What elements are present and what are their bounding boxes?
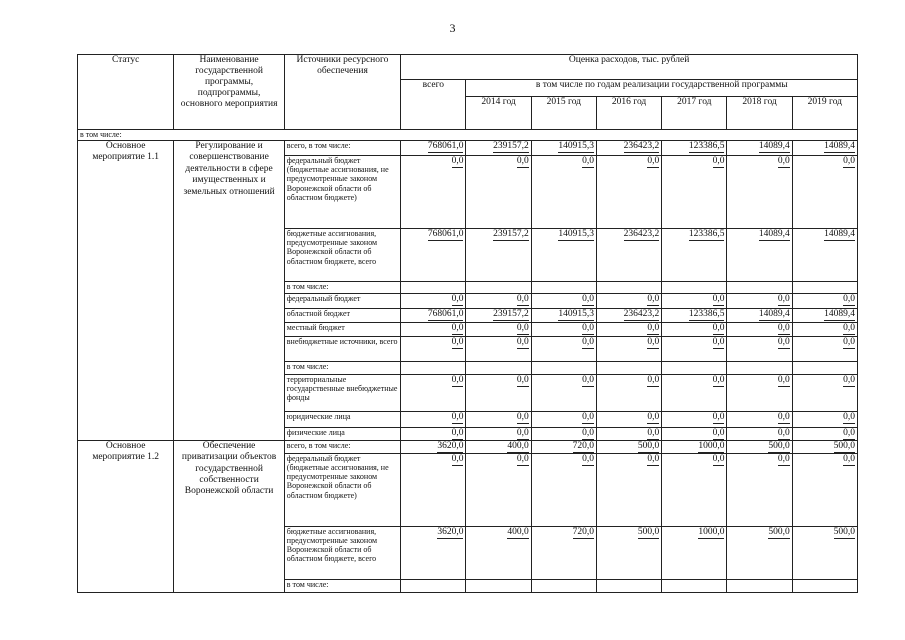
- value-text: 0,0: [451, 412, 464, 422]
- value-text: 0,0: [712, 323, 725, 333]
- value-text: 0,0: [712, 294, 725, 304]
- value-cell: [727, 282, 792, 294]
- value-text: 0,0: [582, 337, 594, 347]
- value-text: 400,0: [507, 526, 529, 537]
- value-cell: [596, 294, 661, 309]
- value-text: 400,0: [507, 440, 529, 451]
- value-cell: [792, 453, 857, 526]
- value-text: 140915,3: [558, 229, 594, 239]
- value-text: 0,0: [516, 337, 529, 347]
- value-text: 3620,0: [437, 526, 464, 537]
- value-text: 0,0: [647, 375, 660, 385]
- value-cell: [792, 337, 857, 362]
- value-text: 0,0: [451, 294, 464, 304]
- value-text: 0,0: [516, 412, 529, 422]
- value-cell: [401, 412, 466, 428]
- source-cell: внебюджетные источники, всего: [284, 337, 400, 362]
- value-text: 500,0: [833, 440, 855, 451]
- value-cell: [662, 294, 727, 309]
- value-cell: [596, 229, 661, 282]
- value-cell: [401, 309, 466, 323]
- value-cell: [792, 579, 857, 592]
- value-cell: [662, 337, 727, 362]
- value-cell: [401, 579, 466, 592]
- value-text: 14089,4: [824, 309, 855, 319]
- value-cell: [792, 309, 857, 323]
- source-cell: территориальные государственные внебюджетные фонды: [284, 375, 400, 412]
- value-cell: [466, 526, 531, 579]
- value-text: 0,0: [712, 375, 725, 385]
- value-cell: [466, 294, 531, 309]
- value-cell: [727, 309, 792, 323]
- value-cell: [531, 282, 596, 294]
- value-cell: [662, 375, 727, 412]
- value-cell: [792, 526, 857, 579]
- value-cell: [466, 282, 531, 294]
- value-cell: [596, 440, 661, 453]
- value-cell: [662, 440, 727, 453]
- header-status: Статус: [78, 55, 174, 130]
- value-text: 236423,2: [623, 309, 660, 319]
- value-cell: [727, 323, 792, 337]
- value-cell: [401, 282, 466, 294]
- value-cell: [466, 141, 531, 156]
- value-cell: [531, 294, 596, 309]
- value-text: 500,0: [768, 440, 790, 451]
- value-cell: [727, 156, 792, 229]
- value-cell: [662, 323, 727, 337]
- value-cell: [596, 337, 661, 362]
- value-cell: [596, 362, 661, 375]
- value-text: 0,0: [451, 453, 464, 464]
- value-cell: [466, 229, 531, 282]
- value-cell: [531, 309, 596, 323]
- source-cell: физические лица: [284, 428, 400, 441]
- value-text: 0,0: [647, 428, 660, 438]
- value-text: 0,0: [777, 428, 790, 438]
- value-cell: [727, 579, 792, 592]
- value-text: 123386,5: [688, 229, 725, 239]
- source-cell: юридические лица: [284, 412, 400, 428]
- value-cell: [401, 375, 466, 412]
- value-text: 236423,2: [623, 229, 660, 239]
- value-cell: [466, 453, 531, 526]
- budget-table: [77, 54, 858, 593]
- value-cell: [792, 323, 857, 337]
- value-text: 0,0: [516, 156, 529, 166]
- value-cell: [466, 428, 531, 441]
- value-cell: [531, 453, 596, 526]
- source-cell: бюджетные ассигнования, предусмотренные законом Воронежской области об областном бюджете, всего: [284, 526, 400, 579]
- value-cell: [662, 579, 727, 592]
- value-cell: [401, 141, 466, 156]
- table-row: [78, 141, 858, 156]
- value-text: 0,0: [647, 323, 660, 333]
- value-text: 0,0: [777, 156, 790, 166]
- value-cell: [727, 440, 792, 453]
- header-sources: Источники ресурсного обеспечения: [284, 55, 400, 130]
- value-cell: [466, 579, 531, 592]
- value-text: 0,0: [451, 337, 464, 347]
- value-text: 0,0: [843, 156, 855, 166]
- value-text: 500,0: [637, 526, 660, 537]
- value-text: 0,0: [712, 428, 725, 438]
- value-cell: [466, 337, 531, 362]
- value-text: 0,0: [582, 323, 594, 333]
- value-cell: [466, 323, 531, 337]
- value-text: 0,0: [843, 453, 855, 464]
- value-cell: [792, 412, 857, 428]
- value-text: 1000,0: [698, 526, 725, 537]
- header-estimate: Оценка расходов, тыс. рублей: [401, 55, 858, 80]
- value-text: 123386,5: [688, 141, 725, 151]
- value-text: 768061,0: [427, 141, 464, 151]
- value-cell: [401, 440, 466, 453]
- value-cell: [596, 412, 661, 428]
- header-year: 2019 год: [792, 97, 857, 130]
- value-cell: [792, 282, 857, 294]
- value-text: 0,0: [712, 156, 725, 166]
- value-cell: [531, 526, 596, 579]
- value-text: 0,0: [582, 453, 594, 464]
- value-text: 3620,0: [437, 440, 464, 451]
- header-year: 2014 год: [466, 97, 531, 130]
- value-text: 0,0: [777, 337, 790, 347]
- value-cell: [792, 229, 857, 282]
- value-cell: [531, 440, 596, 453]
- value-cell: [662, 362, 727, 375]
- value-text: 239157,2: [493, 141, 529, 151]
- value-text: 140915,3: [558, 141, 594, 151]
- header-by-years: в том числе по годам реализации государственной программы: [466, 80, 858, 97]
- value-text: 14089,4: [824, 141, 855, 151]
- header-name: Наименование государственной программы, подпрограммы, основного мероприятия: [174, 55, 284, 130]
- value-cell: [662, 229, 727, 282]
- value-text: 0,0: [843, 337, 855, 347]
- value-cell: [401, 156, 466, 229]
- value-text: 239157,2: [493, 309, 529, 319]
- source-cell: всего, в том числе:: [284, 440, 400, 453]
- source-cell: федеральный бюджет (бюджетные ассигнования, не предусмотренные законом Воронежской области об областном бюджете): [284, 156, 400, 229]
- source-cell: в том числе:: [284, 579, 400, 592]
- value-text: 0,0: [843, 323, 855, 333]
- header-year: 2015 год: [531, 97, 596, 130]
- value-cell: [596, 375, 661, 412]
- value-cell: [727, 229, 792, 282]
- source-cell: всего, в том числе:: [284, 141, 400, 156]
- program-name-cell: Регулирование и совершенствование деятельности в сфере имущественных и земельных отношений: [174, 141, 284, 441]
- value-text: 0,0: [516, 323, 529, 333]
- value-cell: [466, 440, 531, 453]
- value-cell: [596, 141, 661, 156]
- value-cell: [531, 229, 596, 282]
- value-text: 0,0: [647, 294, 660, 304]
- source-cell: в том числе:: [284, 282, 400, 294]
- value-cell: [596, 323, 661, 337]
- value-text: 0,0: [777, 412, 790, 422]
- value-cell: [401, 337, 466, 362]
- status-cell: Основное мероприятие 1.2: [78, 440, 174, 592]
- value-cell: [792, 440, 857, 453]
- value-cell: [792, 428, 857, 441]
- value-cell: [401, 453, 466, 526]
- value-text: 0,0: [777, 453, 790, 464]
- source-cell: федеральный бюджет (бюджетные ассигнования, не предусмотренные законом Воронежской области об областном бюджете): [284, 453, 400, 526]
- value-cell: [401, 428, 466, 441]
- value-text: 500,0: [768, 526, 790, 537]
- value-cell: [727, 428, 792, 441]
- value-text: 0,0: [451, 323, 464, 333]
- value-cell: [792, 156, 857, 229]
- value-text: 14089,4: [824, 229, 855, 239]
- value-text: 0,0: [582, 156, 594, 166]
- value-text: 14089,4: [758, 141, 790, 151]
- value-cell: [596, 579, 661, 592]
- value-cell: [662, 282, 727, 294]
- value-cell: [531, 412, 596, 428]
- value-text: 0,0: [582, 412, 594, 422]
- value-cell: [596, 156, 661, 229]
- value-text: 0,0: [712, 453, 725, 464]
- value-cell: [401, 362, 466, 375]
- table-row: [78, 440, 858, 453]
- value-cell: [531, 579, 596, 592]
- value-cell: [531, 156, 596, 229]
- value-cell: [466, 412, 531, 428]
- header-year: 2018 год: [727, 97, 792, 130]
- value-text: 14089,4: [758, 309, 790, 319]
- value-text: 0,0: [647, 156, 660, 166]
- value-text: 0,0: [843, 428, 855, 438]
- header-year: 2016 год: [596, 97, 661, 130]
- value-cell: [596, 453, 661, 526]
- value-text: 236423,2: [623, 141, 660, 151]
- value-text: 0,0: [777, 323, 790, 333]
- value-cell: [727, 337, 792, 362]
- value-text: 0,0: [516, 453, 529, 464]
- source-cell: бюджетные ассигнования, предусмотренные законом Воронежской области об областном бюджете, всего: [284, 229, 400, 282]
- value-cell: [466, 362, 531, 375]
- value-cell: [662, 453, 727, 526]
- value-text: 0,0: [516, 428, 529, 438]
- value-cell: [401, 526, 466, 579]
- value-cell: [727, 375, 792, 412]
- source-cell: местный бюджет: [284, 323, 400, 337]
- value-cell: [662, 141, 727, 156]
- value-text: 0,0: [647, 337, 660, 347]
- value-cell: [596, 526, 661, 579]
- value-text: 0,0: [582, 428, 594, 438]
- value-text: 500,0: [833, 526, 855, 537]
- header-total: всего: [401, 80, 466, 130]
- value-cell: [727, 412, 792, 428]
- value-cell: [727, 526, 792, 579]
- value-cell: [531, 323, 596, 337]
- value-cell: [531, 337, 596, 362]
- status-cell: Основное мероприятие 1.1: [78, 141, 174, 441]
- program-name-cell: Обеспечение приватизации объектов государственной собственности Воронежской области: [174, 440, 284, 592]
- value-text: 768061,0: [427, 309, 464, 319]
- value-text: 0,0: [582, 375, 594, 385]
- value-cell: [466, 156, 531, 229]
- value-cell: [792, 141, 857, 156]
- value-text: 0,0: [777, 375, 790, 385]
- value-cell: [662, 412, 727, 428]
- value-text: 0,0: [843, 412, 855, 422]
- value-cell: [466, 375, 531, 412]
- value-text: 0,0: [647, 453, 660, 464]
- value-text: 0,0: [712, 337, 725, 347]
- value-cell: [596, 282, 661, 294]
- including-row: в том числе:: [78, 130, 858, 141]
- value-cell: [401, 323, 466, 337]
- value-cell: [596, 309, 661, 323]
- value-text: 720,0: [572, 440, 594, 451]
- value-cell: [662, 428, 727, 441]
- value-cell: [466, 309, 531, 323]
- value-cell: [662, 156, 727, 229]
- value-cell: [531, 141, 596, 156]
- source-cell: в том числе:: [284, 362, 400, 375]
- value-text: 720,0: [572, 526, 594, 537]
- value-cell: [531, 362, 596, 375]
- value-cell: [727, 362, 792, 375]
- header-year: 2017 год: [662, 97, 727, 130]
- value-cell: [792, 375, 857, 412]
- value-cell: [401, 229, 466, 282]
- page-number: 3: [449, 21, 456, 35]
- value-cell: [662, 526, 727, 579]
- value-text: 0,0: [843, 294, 855, 304]
- value-cell: [531, 428, 596, 441]
- value-text: 140915,3: [558, 309, 594, 319]
- value-text: 1000,0: [698, 440, 725, 451]
- value-text: 0,0: [712, 412, 725, 422]
- value-text: 500,0: [637, 440, 660, 451]
- value-text: 0,0: [451, 156, 464, 166]
- value-text: 123386,5: [688, 309, 725, 319]
- value-cell: [727, 294, 792, 309]
- value-cell: [662, 309, 727, 323]
- source-cell: областной бюджет: [284, 309, 400, 323]
- value-text: 0,0: [647, 412, 660, 422]
- value-text: 14089,4: [758, 229, 790, 239]
- source-cell: федеральный бюджет: [284, 294, 400, 309]
- value-text: 0,0: [777, 294, 790, 304]
- value-text: 0,0: [582, 294, 594, 304]
- value-text: 0,0: [516, 375, 529, 385]
- value-cell: [401, 294, 466, 309]
- value-cell: [792, 362, 857, 375]
- value-cell: [531, 375, 596, 412]
- table-body: [78, 130, 858, 593]
- value-text: 239157,2: [493, 229, 529, 239]
- value-cell: [727, 453, 792, 526]
- value-text: 0,0: [451, 375, 464, 385]
- value-text: 0,0: [843, 375, 855, 385]
- value-cell: [727, 141, 792, 156]
- value-cell: [596, 428, 661, 441]
- value-text: 0,0: [516, 294, 529, 304]
- value-text: 0,0: [451, 428, 464, 438]
- value-text: 768061,0: [427, 229, 464, 239]
- value-cell: [792, 294, 857, 309]
